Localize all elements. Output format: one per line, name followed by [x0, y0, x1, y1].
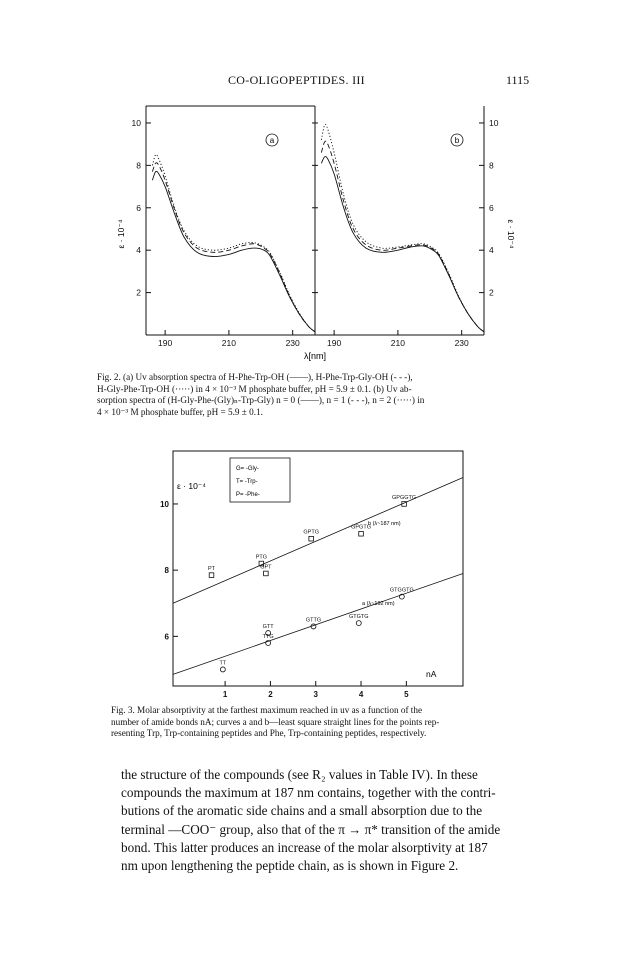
data-point-circle — [356, 621, 361, 626]
page-number: 1115 — [506, 73, 530, 87]
running-head — [0, 73, 624, 89]
x-axis-label: λ[nm] — [303, 351, 327, 361]
legend-item-phe: P= -Phe- — [236, 492, 260, 498]
spectrum-line-dotted — [321, 124, 484, 331]
point-label: GPT — [260, 564, 272, 571]
point-label: GTTG — [305, 617, 322, 624]
body-line: butions of the aromatic side chains and a small absorption due to the — [121, 803, 483, 819]
spectrum-line-dashed — [321, 141, 484, 332]
data-point-square — [359, 531, 364, 536]
point-label: GTGGTG — [389, 587, 414, 594]
figure-3-caption — [111, 705, 515, 740]
spectrum-line-solid — [152, 171, 315, 332]
y-tick-label: 6 — [136, 202, 141, 213]
line-a-label: a (λ~192 nm) — [362, 601, 395, 607]
y-tick-label: 8 — [136, 160, 141, 171]
x-tick-label: 230 — [285, 338, 300, 348]
point-label: GTT — [262, 624, 274, 631]
point-label: PT — [208, 566, 216, 573]
point-label: TTG — [262, 633, 274, 640]
caption-line: H-Gly-Phe-Trp-OH (·····) in 4 × 10⁻³ M phosphate buffer, pH = 5.9 ± 0.1. (b) Uv ab- — [97, 383, 412, 394]
y-tick-label: 4 — [136, 245, 141, 256]
y-axis-label-left: ε · 10⁻⁴ — [116, 219, 126, 249]
y-tick-label: 6 — [489, 202, 494, 213]
body-line: the structure of the compounds (see R₂ values in Table IV). In these — [121, 767, 478, 782]
x-tick-label: 210 — [390, 338, 405, 348]
x-tick-label: 210 — [221, 338, 236, 348]
x-tick-label: 1 — [222, 690, 228, 699]
point-label: GPGTG — [351, 524, 371, 531]
panel-b-label: b — [454, 136, 460, 145]
point-label: GPGGTG — [392, 494, 417, 501]
x-tick-label: 5 — [404, 690, 409, 699]
point-label: GTGTG — [349, 614, 369, 621]
data-point-circle — [220, 667, 225, 672]
x-tick-label: 230 — [454, 338, 469, 348]
spectrum-line-dotted — [152, 154, 315, 331]
data-point-square — [309, 536, 314, 541]
legend-item-gly: G= -Gly- — [236, 466, 259, 472]
data-point-square — [264, 571, 269, 576]
x-axis-label: nA — [426, 669, 437, 679]
panel-a-label: a — [269, 136, 275, 145]
x-tick-label: 3 — [313, 690, 318, 699]
point-label: PTG — [255, 554, 268, 561]
caption-line: sorption spectra of (H-Gly-Phe-(Gly)ₙ-Trp-Gly) n = 0 (——), n = 1 (- - -), n = 2 (·····) in — [97, 395, 425, 406]
body-paragraph — [121, 766, 507, 875]
y-tick-label: 2 — [136, 287, 141, 298]
y-axis-label-right: ε · 10⁻⁴ — [506, 219, 516, 249]
y-tick-label: 10 — [131, 117, 141, 128]
y-tick-label: 8 — [164, 566, 169, 576]
caption-line: resenting Trp, Trp-containing peptides and Phe, Trp-containing peptides, respectively. — [111, 728, 427, 739]
x-tick-label: 190 — [158, 338, 173, 348]
line-b-label: b (λ~187 nm) — [368, 521, 401, 527]
y-tick-label: 8 — [489, 160, 494, 171]
y-tick-label: 6 — [164, 632, 169, 642]
body-line: nm upon lengthening the peptide chain, as is shown in Figure 2. — [121, 858, 459, 874]
caption-line: Fig. 2. (a) Uv absorption spectra of H-Phe-Trp-OH (——), H-Phe-Trp-Gly-OH (- - -), — [97, 372, 413, 382]
y-tick-label: 2 — [489, 287, 494, 298]
figure-2-chart — [100, 96, 520, 362]
fit-line — [173, 573, 463, 674]
body-line: bond. This latter produces an increase of the molar alsorptivity at 187 — [121, 839, 488, 855]
y-tick-label: 10 — [160, 499, 169, 509]
spectrum-line-dashed — [152, 163, 315, 332]
y-tick-label: 10 — [489, 117, 499, 128]
running-title: CO-OLIGOPEPTIDES. III — [228, 73, 365, 87]
body-line: compounds the maximum at 187 nm contains, together with the contri- — [121, 785, 496, 801]
caption-line: 4 × 10⁻³ M phosphate buffer, pH = 5.9 ± 0.1. — [97, 406, 263, 417]
y-tick-label: 4 — [489, 245, 494, 256]
figure-2-caption — [97, 372, 527, 418]
point-label: TT — [219, 660, 227, 667]
x-tick-label: 2 — [268, 690, 273, 699]
x-tick-label: 190 — [327, 338, 342, 348]
plot-frame — [173, 451, 463, 686]
caption-line: Fig. 3. Molar absorptivity at the farthest maximum reached in uv as a function of the — [111, 705, 423, 715]
y-axis-label: ε · 10⁻⁴ — [177, 481, 206, 491]
caption-line: number of amide bonds nA; curves a and b—least square straight lines for the points rep- — [111, 716, 440, 727]
legend-item-trp: T= -Trp- — [236, 479, 258, 485]
spectrum-line-solid — [321, 157, 484, 332]
figure-3-chart — [140, 446, 470, 702]
body-line: terminal —COO⁻ group, also that of the π → π* transition of the amide — [121, 821, 501, 837]
fit-line — [173, 477, 463, 603]
point-label: GPTG — [303, 529, 319, 536]
data-point-square — [209, 573, 214, 578]
x-tick-label: 4 — [358, 690, 364, 699]
